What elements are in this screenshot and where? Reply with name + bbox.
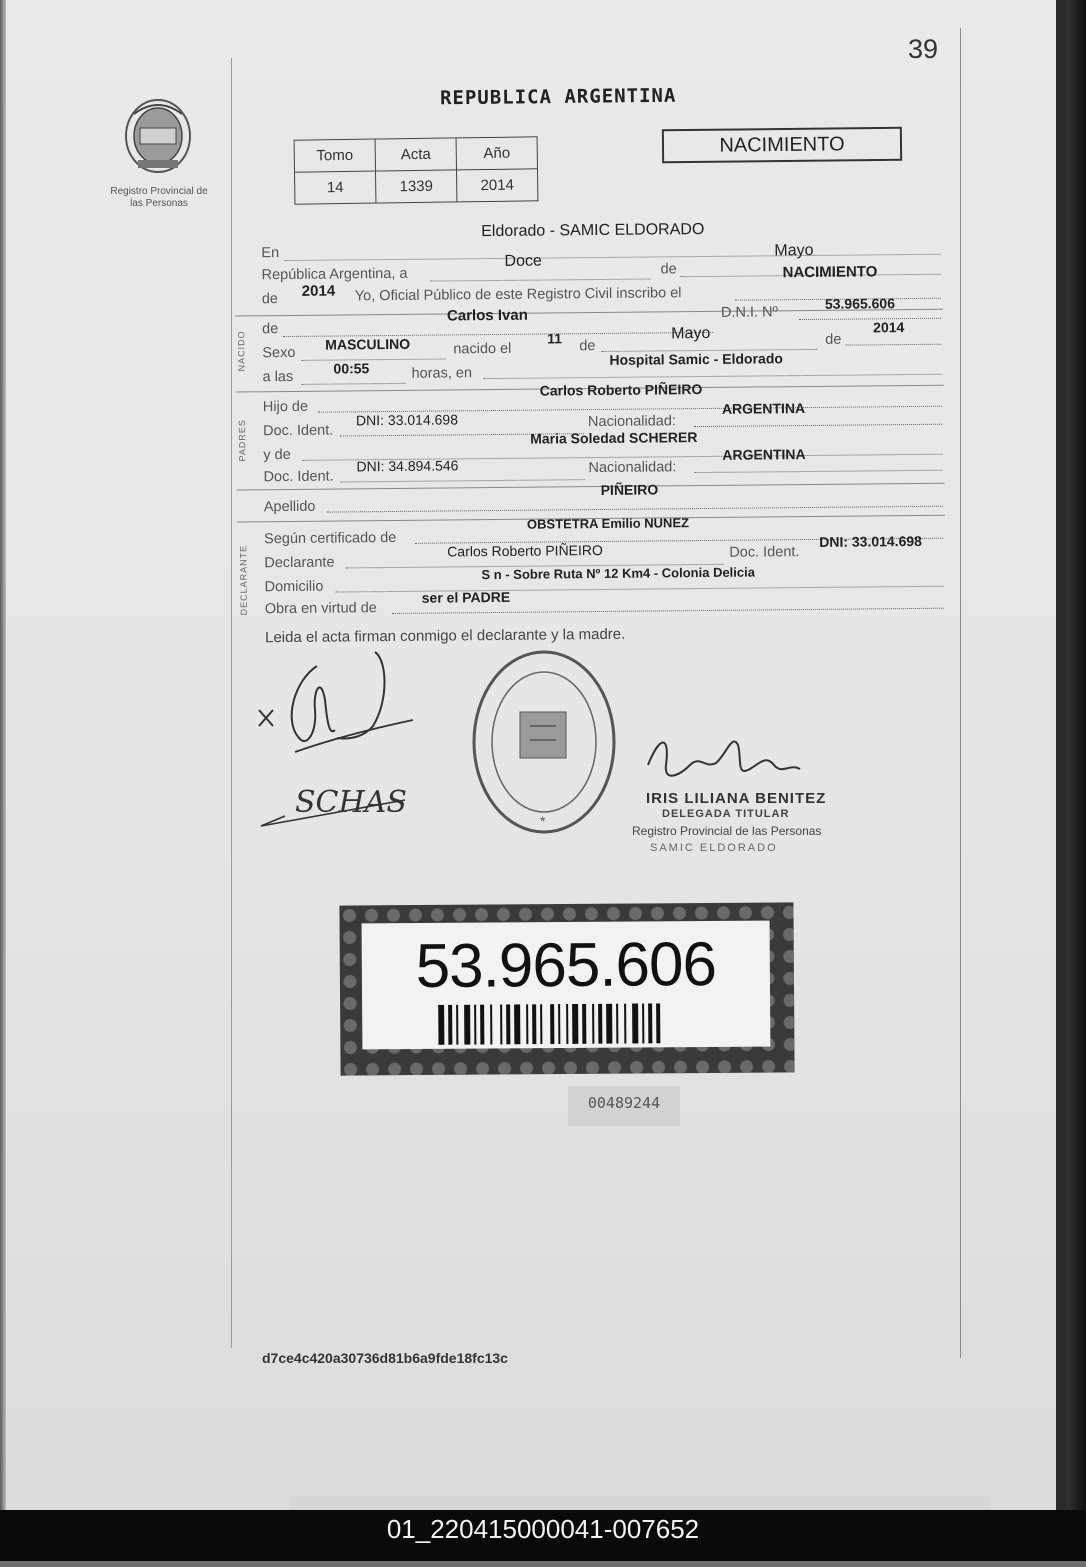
label-nacido-el: nacido el — [453, 340, 512, 358]
official-place: SAMIC ELDORADO — [650, 842, 778, 854]
dots-dni — [799, 317, 941, 320]
label-dni: D.N.I. Nº — [720, 304, 778, 321]
closing-statement: Leida el acta firman conmigo el declarante y la madre. — [264, 625, 626, 647]
label-apellido: Apellido — [263, 498, 316, 516]
label-doc-ident-father: Doc. Ident. — [263, 422, 334, 440]
footer-id: 01_220415000041-007652 — [386, 1514, 700, 1544]
dots-sex — [301, 357, 445, 360]
separator-3 — [237, 483, 945, 491]
value-address: S n - Sobre Ruta Nº 12 Km4 - Colonia Delicia — [481, 564, 756, 583]
official-name: IRIS LILIANA BENITEZ — [646, 790, 827, 807]
header-tomo: Tomo — [294, 139, 375, 172]
label-republica: República Argentina, a — [261, 265, 408, 284]
dots-birth-year — [845, 343, 941, 346]
side-label-padres: PADRES — [236, 419, 248, 462]
label-de-3: de — [825, 331, 842, 348]
mother-signature — [255, 770, 415, 840]
value-father-nationality: ARGENTINA — [721, 400, 806, 417]
value-birth-month: Mayo — [671, 324, 711, 343]
document-hash: d7ce4c420a30736d81b6a9fde18fc13c — [262, 1350, 508, 1366]
serial-number: 00489244 — [568, 1086, 680, 1126]
value-father-name: Carlos Roberto PIÑEIRO — [539, 381, 703, 399]
value-sex: MASCULINO — [325, 335, 411, 353]
dots-en — [284, 253, 940, 261]
label-doc-ident-declarant: Doc. Ident. — [729, 544, 800, 561]
label-declarante: Declarante — [264, 554, 335, 572]
dots-capacity — [392, 607, 944, 614]
dots-birth-place — [484, 373, 942, 379]
header-acta: Acta — [375, 138, 456, 171]
label-de-2: de — [579, 338, 596, 355]
svg-text:*: * — [540, 813, 546, 829]
registry-seal-caption: Registro Provincial de las Personas — [110, 186, 208, 209]
mother-signature-text: SCHAS — [295, 785, 407, 820]
document-title: REPUBLICA ARGENTINA — [439, 84, 677, 110]
value-birth-year: 2014 — [873, 319, 905, 336]
record-type-box: NACIMIENTO — [662, 127, 902, 164]
label-obra: Obra en virtud de — [264, 600, 377, 618]
official-stamp — [470, 648, 620, 838]
barcode-bars — [438, 1003, 714, 1045]
dots-time — [302, 382, 406, 385]
label-segun: Según certificado de — [264, 529, 397, 548]
value-certificate-by: OBSTETRA Emilio NUNEZ — [526, 515, 690, 532]
official-signature — [640, 725, 820, 795]
value-birth-place: Hospital Samic - Eldorado — [609, 350, 783, 368]
value-anio: 2014 — [456, 169, 537, 202]
label-oficial: Yo, Oficial Público de este Registro Civil inscribo el — [354, 285, 682, 305]
value-capacity: ser el PADRE — [421, 588, 511, 606]
value-day-words: Doce — [504, 252, 542, 270]
value-birth-time: 00:55 — [333, 360, 370, 377]
label-nacionalidad-father: Nacionalidad: — [587, 413, 676, 431]
dots-day — [431, 278, 651, 282]
label-a-las: a las — [262, 368, 294, 386]
label-de-mes: de — [660, 261, 677, 278]
side-label-nacido: NACIDO — [236, 330, 247, 372]
official-organization: Registro Provincial de las Personas — [632, 824, 822, 838]
label-en: En — [261, 245, 280, 262]
value-declarant-doc: DNI: 33.014.698 — [819, 532, 922, 550]
value-month: Mayo — [774, 241, 814, 260]
value-mother-doc: DNI: 34.894.546 — [356, 457, 459, 475]
side-label-declarante: DECLARANTE — [238, 544, 249, 616]
dots-father-nationality — [694, 423, 942, 427]
label-de-anio: de — [261, 291, 279, 308]
value-year: 2014 — [301, 282, 336, 300]
value-child-dni: 53.965.606 — [824, 295, 896, 312]
dots-surname — [327, 505, 943, 513]
value-mother-nationality: ARGENTINA — [722, 446, 806, 463]
label-de-nombre: de — [262, 321, 279, 338]
official-role: DELEGADA TITULAR — [662, 808, 790, 820]
barcode-panel — [362, 921, 771, 1050]
label-hijo-de: Hijo de — [262, 398, 309, 416]
page-number: 39 — [908, 34, 939, 64]
value-child-name: Carlos Ivan — [446, 306, 528, 325]
value-declarant: Carlos Roberto PIÑEIRO — [447, 541, 603, 560]
dots-mother-nationality — [694, 469, 942, 473]
value-place: Eldorado - SAMIC ELDORADO — [481, 220, 705, 241]
barcode-number: 53.965.606 — [415, 929, 717, 1002]
label-sexo: Sexo — [262, 344, 296, 362]
header-anio: Año — [456, 137, 537, 170]
value-mother-name: Maria Soledad SCHERER — [530, 429, 698, 447]
value-surname: PIÑEIRO — [600, 481, 659, 498]
label-horas-en: horas, en — [411, 365, 473, 382]
value-act-type: NACIMIENTO — [782, 263, 878, 282]
value-tomo: 14 — [295, 171, 376, 204]
label-domicilio: Domicilio — [264, 578, 324, 596]
label-nacionalidad-mother: Nacionalidad: — [588, 459, 677, 477]
label-y-de: y de — [263, 446, 291, 464]
label-doc-ident-mother: Doc. Ident. — [263, 468, 334, 486]
dots-mother-doc — [341, 478, 585, 482]
declarant-signature — [255, 640, 430, 760]
value-father-doc: DNI: 33.014.698 — [355, 411, 459, 429]
value-birth-day: 11 — [547, 330, 563, 347]
value-acta: 1339 — [376, 170, 457, 203]
barcode-label — [339, 902, 794, 1075]
